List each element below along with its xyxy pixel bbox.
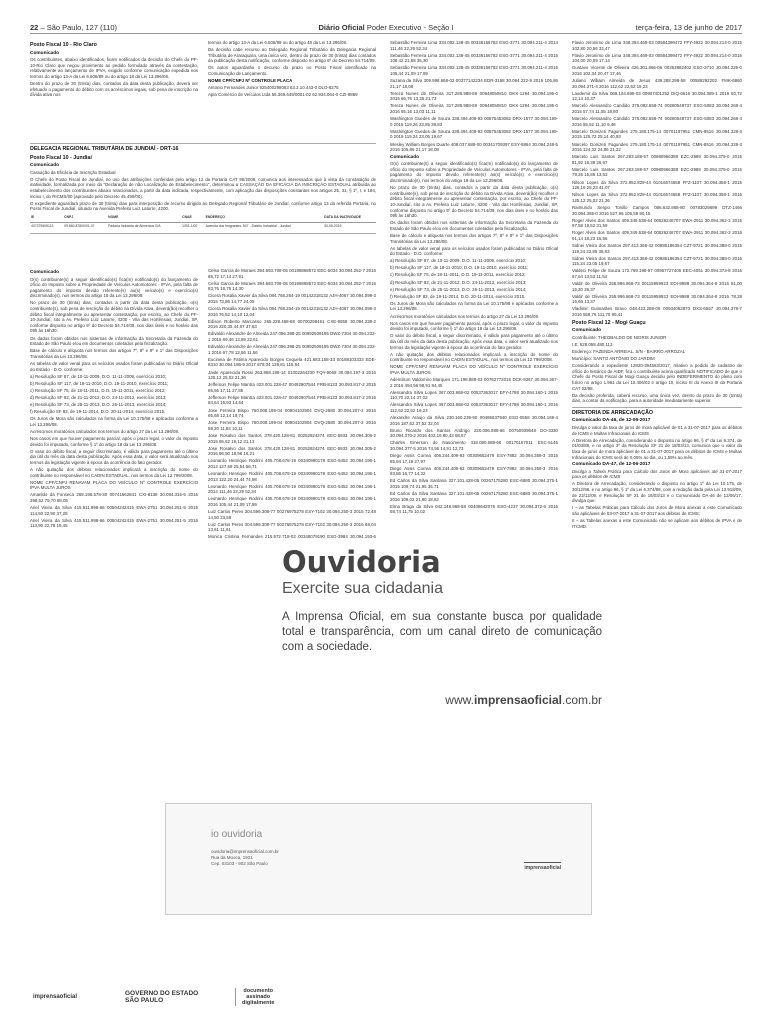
list-item: Celso Garcia de Moraes 394.693.708-05 00198868572 EEC-5034 30.094.252-7 2016 83,76 16,75 14,30 <box>208 280 376 292</box>
paragraph: Os contribuintes, abaixo identificados, ficam notificados da decisão do Chefe do PF-10-Rio Claro que negou provimento ao pedido formulado através da contestação, relativamente ao lançamento de IPVA, exigido conforme comunicação expedida nos termos do artigo 13-A da Lei 6.606/89 ou do artigo 18 da Lei 13.296/08. <box>30 57 198 79</box>
paragraph: Base de cálculo e alíquota nos termos dos artigos 7º, 8º e 9º e 1º das Disposições Transitórias da Lei 13.296/08. <box>30 348 198 359</box>
paragraph: NOME CPF/CNPJ RENAVAM PLACA DO VEÍCULO Nº CONTROLE EXERCÍCIO IPVA MULTA JUROS <box>390 364 558 375</box>
paragraph: As tabelas de valor venal para os veículos usados foram publicadas no Diário Oficial do Estado - D.O. conforme: <box>390 245 558 257</box>
paragraph: Os Juros de Mora são calculados na forma da Lei 10.175/98 e aplicados conforme a Lei 13.296/08. <box>30 416 198 427</box>
section-subheading: Comunicado <box>30 270 60 275</box>
section-heading: DIRETORIA DE ARRECADAÇÃO <box>572 409 654 416</box>
paragraph: O valor do débito fiscal, a seguir discriminado, é válido para pagamento até o último dia útil do mês da data desta publicação. Após essa data, o valor será atualizado nos termos da legislação vigente à época da ocorrência do fato gerador. <box>30 448 198 465</box>
paragraph: Os autos aguardarão o decurso do prazo no Posto Fiscal identificado na Comunicação de Lançamento. <box>208 65 376 76</box>
table-cell: 09.660.878/0001-07 <box>64 223 95 228</box>
header-rule <box>30 33 742 34</box>
paragraph: Acréscimos moratórios calculados nos termos do artigo 27 da Lei 13.296/08. <box>390 313 540 319</box>
ad-subtitle: Exercite sua cidadania <box>282 580 443 597</box>
column-4 <box>572 40 742 540</box>
list-item: Edivaldo Alexandre de Almeida 247.096.398-25 00992509195 DWZ-7304 30.094.232-1 2016 67,78 13,56 11,56 <box>208 344 376 355</box>
gov-line-2: SÃO PAULO <box>125 997 164 1004</box>
table-header: IE <box>30 214 63 222</box>
section-heading: Posto Fiscal 10 - Rio Claro <box>30 42 97 48</box>
list-item: Luiz Carlos Peres 304.599.308-77 00276975278 ESY-7102 30.094.250-3 2015 72,48 14,50 23,58 <box>208 509 376 520</box>
paragraph: Da decisão cabe recurso ao Delegado Regional Tributário da Delegacia Regional Tributária de Araraquara, uma única vez, dentro do prazo de 30 (trinta) dias contados da publicação desta notificação, conforme disposto no artigo 6º do Decreto 54.714/09. <box>208 47 376 64</box>
list-item: Leonardo Henrique Rodrini 405.708.678-19 00340990178 ESG-5452 30.094.196-1 2013 122,20 24,44 74,98 <box>208 471 376 482</box>
table-header: CNPJ <box>63 214 107 222</box>
paragraph: Apia Comércio de Veículos Ltda 56.369.649/0001-02 62.934.064-0 CZI-8869 <box>208 92 358 98</box>
page-header <box>30 23 742 33</box>
table-header: ENDEREÇO <box>205 214 323 222</box>
paragraph: No prazo de 30 (trinta) dias, contados a partir da data desta publicação, o(s) contribuinte(s), sob pena de inscrição do débito na Dívida Ativa, deverá(ão) recolher o débito fiscal integralmente ou apresentar contestação, por escrito, ao Chefe do PF-10-Jundiaí, sito a Av. Prefeito Luiz Latorre, 4200 - Vila das Hortênsias, Jundiaí, SP, conforme disposto no artigo 5º do Decreto 54.714/09, nos dias úteis e no horário das 09h às 16h30. <box>30 300 198 334</box>
list-item: Valdeci Felipe de Souza 172.769.198-97 00967727405 EEC-4051 30.094.373-8 2016 67,64 13,53 11,54 <box>572 268 742 279</box>
gov-line-1: GOVERNO DO ESTADO <box>125 990 199 997</box>
list-item: Flavio Jeronimo de Lima 348.394.469-03 00584399472 FFY-4922 30.094.214-0 2016 104,00 20,09 17,14 <box>572 52 742 64</box>
header-date: terça-feira, 13 de junho de 2017 <box>635 23 742 32</box>
documento-assinado-badge <box>235 988 274 1006</box>
table-row <box>30 222 376 230</box>
list-item: Flavio Jeronimo de Lima 348.394.469-03 00584399472 FFY-4922 30.094.214-0 2015 102,80 20,56 33,47 <box>572 40 742 51</box>
list-item: Roger Alves dos Santos 409.349.538-64 00526246707 EWA-2911 30.094.362-3 2015 97,58 19,52 31,59 <box>572 217 742 229</box>
paragraph: A não quitação dos débitos relacionados implicará a inscrição do nome do contribuinte no responsável no CADIN ESTADUAL, nos termos da Lei 12.799/2008. <box>390 351 558 363</box>
paragraph: Cassação da Eficácia de Inscrição Estadual <box>30 169 116 175</box>
list-item: Elma Braga da Silva 042.148.968-58 00408642076 ESG-4237 30.094.372-6 2016 58,74 11,75 10,02 <box>390 503 558 515</box>
paragraph: A não quitação dos débitos relacionados implicará a inscrição do nome do contribuinte no responsável no CADIN ESTADUAL, nos termos da Lei 12.799/2008. <box>30 466 198 478</box>
ouvidoria-card <box>165 803 592 915</box>
list-item: Jaide Aparecida Rossi 263.868.188-14 01002264230 FQY-9069 30.094.197-3 2016 125,12 25,02 21,36 <box>208 369 376 381</box>
list-item: Celso Garcia de Moraes 394.693.708-05 00198868572 EEC-5034 30.094.252-7 2015 85,72 17,14 27,91 <box>208 268 376 279</box>
divider <box>30 233 376 234</box>
table-cell: 30-05-2016 <box>324 223 342 228</box>
table-header: CNAE <box>181 214 205 222</box>
column-3 <box>390 40 558 540</box>
section-subheading: Comunicado DA-46, de 12-06-2017 <box>572 418 651 424</box>
imprensa-oficial-logo: imprensaoficial <box>33 994 78 1000</box>
column-1-lower <box>30 268 198 540</box>
list-item: Leonardo Henrique Rodrini 405.708.678-19 00340990178 ESG-5452 30.094.196-1 2016 105,44 21,09 17,99 <box>208 496 376 507</box>
paragraph: O expediente aguardará prazo de 30 (trinta) dias para interposição de recurso dirigido ao Delegado Regional Tributário de Jundiaí, conforme artigo 13 da referida Portaria, no Posto Fiscal de Jundiaí, situado na Avenida Prefeito Luiz Latorre, 4200. <box>30 200 376 212</box>
paragraph: Da decisão proferida, caberá recurso, uma única vez, dentro do prazo de 30 (trinta) dias, a contar da notificação, para a autoridade imediatamente superior. <box>572 392 742 404</box>
card-street: Rua da Mooca, 1921 <box>211 855 253 860</box>
journal-name: Diário Oficial <box>318 23 365 32</box>
list-item: Cicera Rosalia Xavier da Silva 084.768.264-19 00142318132 AJH-4067 30.094.099-3 2016 76,52 14,10 12,04 <box>208 306 376 317</box>
list-item: b) Resolução SF 117, de 18-11-2010, D.O. 19-11-2010, exercício 2011; <box>390 265 529 271</box>
list-item: Marcelo Donizeti Fagundes 275.180.175-14 00701197951 CMN-8516 30.094.328-3 2015 125,72 25,14 40,93 <box>572 128 742 140</box>
paragraph: Endereço: FAZENDA ARREIAL, S/N - BAIRRO ARROZAL <box>572 349 686 354</box>
section-subheading: Comunicado <box>30 50 60 56</box>
list-item: d) Resolução SF 82, de 21-11-2012, D.O. 24-11-2012, exercício 2013; <box>390 279 527 285</box>
list-item: Jose Rosalvo dos Santos 378.420.128-81 00252924274 EEC-5933 30.094.305-2 2016 96,90 18,98 16,21 <box>208 445 376 457</box>
list-item: c) Resolução SF 75, de 18-11-2011, D.O. 19-11-2011, exercício 2012; <box>390 272 526 278</box>
imprensa-logo: imprensaoficial <box>524 862 561 871</box>
list-item: Laudemir da Silva 068.164.699-03 00907401252 DIQ-6616 30.094.389-1 2016 60,72 12,14 10,37 <box>572 90 742 102</box>
list-item: Bruno Ricardo dos Santos Andrigo 220.096.988-66 00750939648 DO-3330 30.094.370-2 2016 402,16 80,43 68,67 <box>390 427 558 439</box>
paragraph: I – as Tabelas Práticas para Cálculo dos Juros de Mora anexas a este Comunicado são aplicáveis de 03-07-2017 a 31-07-2017 aos débitos de ICMS; <box>572 505 742 516</box>
table-cell: 407379505113 <box>31 223 54 228</box>
list-item: Jefferson Felipe Mantra 423.001.228-47 00492907544 FRB-8133 30.093.817-2 2016 84,64 16,93 14,64 <box>208 394 376 406</box>
url-prefix: www. <box>445 693 474 707</box>
list-item: Charles Emerson do Nascimento 418.080.688-66 00170167011 ESC-5146 30.094.377-5 2016 74,56 14,91 12,73 <box>390 440 558 451</box>
ad-title: Ouvidoria <box>282 545 441 579</box>
list-item: Washington Guedes de Souza 338.494.408-93 00875453082 DRX-1577 30.094.199-0 2015 119,26 23,85 38,83 <box>390 116 558 127</box>
doc-line-3: digitalmente <box>242 1000 275 1006</box>
table-cell: 1091-1/02 <box>182 223 198 228</box>
list-item: e) Resolução SF 73, de 25-11-2013, D.O. 26-11-2013, exercício 2014; <box>390 286 527 292</box>
paragraph: Considerando o expediente 12820-394563/2017, relativo a pedido de cadastro de ofício do histórico de AIDF, fica o contribuinte acima qualificado NOTIFICADO de que o Chefe do Posto Fiscal de Mogi Guaçu decidiu pelo INDEFERIMENTO do pleito com fulcro no artigo 1.961 da Lei 10.406/02 e artigo 10, inciso III do Anexo III da Portaria CAT 02/98. <box>572 363 742 391</box>
drt-section <box>30 140 376 270</box>
list-item: Valdir de Oliveira 255.996.868-73 00115959923 EOI-9988 30.094.364-8 2016 78,28 15,66 13,37 <box>572 293 742 305</box>
list-item: f) Resolução SF 83, de 19-11-2014, D.O. 20-11-2014, exercício 2015. <box>390 293 526 299</box>
paragraph: Nos casos em que houver pagamento parcial, após o prazo legal, o valor do imposto devido foi imputado, conforme § 1º do artigo 18 da Lei 13.296/08. <box>390 320 558 332</box>
list-item: Juliano William Almeida de Jesus 439.288.298-58 00589292202 FMK-6860 30.094.371-4 2016 112,62 22,52 19,23 <box>572 78 742 89</box>
list-item: Washington Guedes de Souza 338.494.408-93 00875453082 DRX-1577 30.094.199-0 2016 115,24 23,05 19,67 <box>390 128 558 140</box>
list-item: Marcelo Luis Santos 267.283.188-57 00980966388 EZC-2989 30.094.379-0 2015 81,92 16,38 26,67 <box>572 154 742 165</box>
list-item: Marcelo Alessandro Candido 375.082.658-74 00280548737 ESG-5083 30.094.268-4 2015 57,74 11,55 18,80 <box>572 103 742 115</box>
ouvidoria-ad <box>162 545 602 745</box>
governo-sp-logo <box>125 990 198 1004</box>
list-item: Ed Carlos da Silva Santana 327.101.428-05 00267175280 ESC-6880 30.094.375-1 2016 109,02 21,80 18,62 <box>390 491 558 502</box>
city-edition: – São Paulo, 127 (110) <box>40 23 118 32</box>
paragraph: Acréscimos moratórios calculados nos termos do artigo 27 da Lei 13.296/08. <box>30 428 180 434</box>
paragraph: O(s) contribuinte(s) a seguir identificado(s) fica(m) notificado(s) do lançamento de ofício do Imposto sobre a Propriedade de Veículos Automotores - IPVA, pela falta de pagamento do imposto devido referente(s) ao(s) veículo(s) e exercício(s) discriminado(s), nos termos do artigo 18 da Lei 13.296/08. <box>30 276 198 299</box>
paragraph: NOME CPF/CNPJ RENAVAM PLACA DO VEÍCULO Nº CONTROLE EXERCÍCIO IPVA MULTA JUROS <box>30 479 198 491</box>
list-item: Jose Rosalvo dos Santos 378.420.128-81 00252924274 EEC-5933 30.094.305-2 2015 95,62 19,12 31,13 <box>208 432 376 444</box>
paragraph: O Chefe do Posto Fiscal de Jundiaí, no uso das atribuições conferidas pelo artigo 12 da Portaria CAT 95/2006, comunica aos interessados que à vista da constatação de inatividade, formalizada por meio da "Declaração de não Localização de Estabelecimento", determinou a CASSAÇÃO DA EFICÁCIA DA INSCRIÇÃO ESTADUAL atribuída ao estabelecimento dos contribuintes abaixo relacionados, a partir da data indicada, respectivamente, com aplicação das disposições constantes nos artigos 25, 31, § 1º, I, e 184, inciso I, do RICMS/00 (aprovado pelo Decreto 45.490/00). <box>30 176 376 199</box>
paragraph: I.E: 628.058.480.113 <box>572 341 613 347</box>
list-item: Sidnei Vieira dos Santos 297.413.368-42 00885186354 CZT-9721 30.094.388-0 2015 119,24 23,85 38,83 <box>572 243 742 254</box>
list-item: Tereza Nunes de Oliveira 317.285.988-69 00948050810 DKX-1294 30.094.195-0 2016 65,16 13,03 11,11 <box>390 103 558 115</box>
list-item: Diego Assis Correa 406.244.409-93 00309652479 ESY-7882 30.094.359-3 2015 85,94 17,19 27,97 <box>390 453 558 464</box>
section-subheading: Comunicado DA-47, de 12-06-2017 <box>572 462 651 468</box>
section-heading: Posto Fiscal 12 - Mogi Guaçu <box>572 319 646 326</box>
paragraph: Divulga a Tabela Prática para Cálculo dos Juros de Mora aplicáveis até 31-07-2017 para os débitos de ICMS <box>572 468 742 480</box>
list-item: Leonardo Henrique Rodrini 405.708.678-19 00340990178 ESG-5452 30.094.196-1 2012 127,68 25,54 56,71 <box>208 458 376 469</box>
page-footer <box>30 985 742 1015</box>
page-number: 22 <box>30 23 39 32</box>
list-item: Jefferson Felipe Mantra 423.001.228-47 00492907544 FRB-8133 30.093.817-2 2015 85,56 17,11 27,85 <box>208 382 376 393</box>
list-item: Cicera Rosalia Xavier da Silva 084.768.264-19 00142318132 AJH-4067 30.094.099-3 2015 73,86 14,77 24,05 <box>208 293 376 304</box>
list-item: Ed Carlos da Silva Santana 327.101.428-05 00267175280 ESC-6880 30.094.375-1 2015 109,74 21,95 35,71 <box>390 478 558 490</box>
list-item: Jose Ferreira Bispo 760.008.199-04 00904102904 DVQ-2580 30.094.207-2 2016 59,20 11,84 10,11 <box>208 420 376 431</box>
table-header: DATA DA INATIVIDADE <box>323 214 376 222</box>
paragraph: Antonio Fernandes Junior 925400298063 63.2.10.443-0 DLO-8275 <box>208 85 339 91</box>
list-item: Leonardo Henrique Rodrini 405.708.678-19 00340990178 ESG-5452 30.094.196-1 2014 111,46 22,29 52,34 <box>208 483 376 495</box>
card-cep: Cep. 03103 - 902 São Paulo <box>211 861 268 866</box>
list-item: Eucineia de Fatima Aparecido Borges Cequela 421.683.158-33 00188103333 EDE-8310 30.094.186-9 2017 679,04 135,81 115,94 <box>208 356 376 368</box>
list-item: Nilson Lopes da Silva 372.952.829-44 01016574658 FFZ-1107 30.094.358-1 2016 125,12 25,02 21,36 <box>572 192 742 203</box>
list-item: Nilson Lopes da Silva 372.952.829-44 01016574658 FFZ-1107 30.094.358-1 2015 126,16 25,23 41,07 <box>572 179 742 191</box>
list-item: Sebastião Ferreira Lima 334.002.138-45 00336156782 ESG-3771 30.094.211-4 2014 111,46 22,29 52,34 <box>390 40 558 51</box>
section-heading: DELEGACIA REGIONAL TRIBUTÁRIA DE JUNDIAÍ - DRT-16 <box>30 146 179 152</box>
table-header-row <box>30 214 376 222</box>
paragraph: NOME CPF/CNPJ Nº CONTROLE PLACA <box>208 78 293 84</box>
list-item: Diego Assis Correa 406.244.409-93 00309652479 ESY-7882 30.094.359-3 2016 83,86 16,77 14,32 <box>390 465 558 477</box>
list-item: Vladimir Guimarães Bravo 048.422.288-06 00934062870 DXS-6557 30.094.378-7 2016 558,76 111,75 95,41 <box>572 306 742 318</box>
journal-section: Poder Executivo - Seção I <box>366 23 454 32</box>
list-item: Wesley William Borges Duarte 408.037.688-00 00341709397 ESY-8864 30.094.248-5 2016 105,86 21,17 18,08 <box>390 141 558 153</box>
section-subheading: Comunicado <box>390 154 420 160</box>
list-item: b) Resolução SF 117, de 18-11-2010, D.O. 19-11-2010, exercício 2011; <box>30 380 169 386</box>
list-item: Marcelo Alessandro Candido 375.082.658-74 00280548737 ESG-5083 30.094.268-4 2016 55,52 11,10 9,48 <box>572 116 742 127</box>
paragraph: Município: SANTO ANTÔNIO DO JARDIM <box>572 356 655 362</box>
logo-name: ouvidoria <box>221 829 263 840</box>
section-heading: Posto Fiscal 10 - Jundiaí <box>30 154 92 161</box>
paragraph: A Diretora de Arrecadação, considerando o disposto no artigo 96, § 4º da Lei 6.374, de 01/03/89, e no artigo 3º da Resolução SF 21 de 18/03/13, comunica que o valor da taxa de juros de mora aplicável de 01 a 31-07-2017 para os débitos de ICMS e Multas Infracionais do ICMS será de 0,05% ao dia, ou 1,55% ao mês. <box>572 437 742 460</box>
list-item: Tereza Nunes de Oliveira 317.285.988-69 00948050810 DKX-1294 30.094.195-0 2015 66,76 13,35 21,73 <box>390 90 558 102</box>
paragraph: Dentro do prazo de 30 (trinta) dias, contados da data desta publicação, deverá ser efetuado o pagamento do débito com os acréscimos legais, sob pena de inscrição na dívida ativa nos <box>30 81 198 98</box>
list-item: Sebastião Ferreira Lima 334.002.138-45 00336156782 ESG-3771 30.094.211-4 2016 105,44 21,09 17,99 <box>390 65 558 76</box>
list-item: Alexandre Araujo da Silva 230.160.239-90 00486637940 ESG-0556 30.094.169-4 2016 187,62 37,52 32,04 <box>390 415 558 426</box>
list-item: Sidnei Vieira dos Santos 297.413.368-42 00885186354 CZT-9721 30.094.388-0 2016 115,24 23,05 19,67 <box>572 255 742 267</box>
paragraph: O valor do débito fiscal, a seguir discriminado, é válido para pagamento até o último dia útil do mês da data desta publicação. Após essa data, o valor será atualizado nos termos da legislação vigente à época da ocorrência do fato gerador. <box>390 333 558 350</box>
list-item: Edison Roberto Marcasso 265.228.468-88 00700298461 CXE-9558 30.094.238-2 2016 220,35 44,07 37,63 <box>208 318 376 330</box>
divider <box>30 143 376 144</box>
ad-body: A Imprensa Oficial, em sua constante busca por qualidade total e transparência, com um canal direto de comunicação com a sociedade. <box>282 611 602 653</box>
list-item: Monica Cristina Fernandes 215.972.718-02 00348079190 ESG-3984 30.094.193-6 <box>208 534 376 540</box>
paragraph: No prazo de 30 (trinta) dias, contados a partir da data desta publicação, o(s) contribuinte(s), sob pena de inscrição do débito na Dívida Ativa, deverá(ão) recolher o débito fiscal integralmente ou apresentar contestação, por escrito, ao Chefe do PF-10-Jundiaí, sito a Av. Prefeito Luiz Latorre, 4200 - Vila das Hortênsias, Jundiaí, SP, conforme disposto no artigo 5º do Decreto 54.714/09, nos dias úteis e no horário das 09h às 16h30. <box>390 185 558 219</box>
paragraph: O(s) contribuinte(s) a seguir identificado(s) fica(m) notificado(s) do lançamento de ofício do Imposto sobre a Propriedade de Veículos Automotores - IPVA, pela falta de pagamento do imposto devido referente(s) ao(s) veículo(s) e exercício(s) discriminado(s), nos termos do artigo 18 da Lei 13.296/08. <box>390 161 558 184</box>
table-cell: Avenida dos Imigrantes, 547 - Distrito Industrial - Jundiaí <box>205 223 291 228</box>
list-item: Edivaldo Alexandre de Almeida 247.096.398-25 00992509195 DWZ-7304 30.094.232-1 2015 69,46 13,89 22,61 <box>208 331 376 343</box>
paragraph: A Diretora de Arrecadação, considerando o disposto no artigo 1º da Lei 10.175, de 30/12/98, e no artigo 96, § 1º da Lei 6.374/89, com a redação dada pela Lei 13.918/09, de 22/12/09, e Resolução SF 21 de 18/03/13 e o Comunicado DA-46 de 12/06/17, divulga que: <box>572 481 742 504</box>
url-suffix: .com.br <box>561 693 602 707</box>
ouvidoria-logo <box>211 829 262 840</box>
doc-line-1: documento <box>243 988 274 994</box>
table-header: NOME <box>107 214 181 222</box>
list-item: Gustavo Vicente de Oliveira 426.301.866-06 00353882402 ESG-3710 30.094.226-0 2016 102,34 20,47 17,46 <box>572 65 742 76</box>
paragraph: termos do artigo 13-A da Lei 6.606/89 ou do artigo 48 da Lei 13.296/08. <box>208 40 348 45</box>
ad-url[interactable] <box>445 693 602 707</box>
paragraph: Divulga o valor da taxa de juros de mora aplicável de 01 a 31-07-2017 para os débitos de ICMS e Multas Infracionais do ICMS <box>572 425 742 436</box>
divider <box>572 407 742 408</box>
paragraph: II – as Tabelas anexas a este Comunicado não se aplicam aos débitos de IPVA e de ITCMD. <box>572 517 742 529</box>
list-item: Raimundo Sergio Tonillo Campos 086.632.868-80 00783029699 DTZ-1466 30.094.365-0 2016 527,96 105,59 90,15 <box>572 204 742 216</box>
list-item: Alessandra Silva Lopes 367.003.868-02 00537363017 EFY-4788 30.094.160-1 2016 112,62 22,52 19,23 <box>390 402 558 413</box>
list-item: Jose Ferreira Bispo 760.008.199-04 00904102904 DVQ-2580 30.094.207-2 2015 65,68 12,14 19,74 <box>208 407 376 419</box>
list-item: Suzana da Silva 309.998.668-02 00377142234 EDR-3158 30.094.222-9 2016 105,86 21,17 18,08 <box>390 78 558 89</box>
list-item: Ariel Vieira da Silva 415.511.998-66 00504242415 EWA-2751 30.094.251-5 2016 113,90 22,78 19,45 <box>30 517 198 529</box>
inscricao-table <box>30 214 376 230</box>
paragraph: Contribuinte: THEOBALDO DE NIGRIS JUNIOR <box>572 334 667 340</box>
list-item: Ariel Vieira da Silva 415.511.998-66 00504242415 EWA-2751 30.094.251-5 2015 114,50 22,90 37,28 <box>30 504 198 516</box>
card-email: ouvidoria@imprensaoficial.com.br <box>211 849 279 854</box>
paragraph: Base de cálculo e alíquota nos termos dos artigos 7º, 8º e 9º e 1º das Disposições Transitórias da Lei 13.296/08. <box>390 232 558 244</box>
section-subheading: Comunicado <box>30 163 60 169</box>
column-2-top <box>208 40 376 150</box>
list-item: f) Resolução SF 83, de 19-11-2014, D.O. 20-11-2014, exercício 2015. <box>30 409 166 415</box>
column-2-lower <box>208 268 376 540</box>
list-item: a) Resolução SF 87, de 10-11-2009, D.O. 11-11-2009, exercício 2010; <box>30 373 167 379</box>
paragraph: Os Juros de Mora são calculados na forma da Lei 10.175/98 e aplicados conforme a Lei 13.296/08. <box>390 300 558 312</box>
list-item: Amarildo da Fonseca 269.196.578-30 00741662841 CXI-8138 30.094.315-5 2016 398,52 79,70 68,05 <box>30 492 198 503</box>
list-item: a) Resolução SF 87, de 10-11-2009, D.O. 11-11-2009, exercício 2010; <box>390 258 527 264</box>
logo-io: io <box>211 829 219 840</box>
list-item: Sebastião Ferreira Lima 334.002.138-45 00336156782 ESG-3771 30.094.211-4 2015 108,42 21,68 35,30 <box>390 52 558 64</box>
list-item: Marcelo Donizeti Fagundes 275.180.175-14 00701197951 CMN-8516 30.094.328-3 2016 124,32 24,86 21,22 <box>572 141 742 153</box>
list-item: Valdir de Oliveira 255.996.868-73 00115959923 EOI-9988 30.094.364-8 2015 81,00 16,20 26,37 <box>572 281 742 292</box>
list-item: Roger Alves dos Santos 409.349.538-64 00526246707 EWA-2911 30.094.362-3 2016 91,14 18,23 15,56 <box>572 230 742 241</box>
list-item: d) Resolução SF 82, de 21-11-2012, D.O. 24-11-2012, exercício 2013; <box>30 394 167 400</box>
paragraph: Os dados foram obtidos nos sistemas de informação da Secretaria da Fazenda do Estado de São Paulo e/ou em documentos coletados pela fiscalização. <box>30 335 198 347</box>
paragraph: Nos casos em que houver pagamento parcial, após o prazo legal, o valor do imposto devido foi imputado, conforme § 1º do artigo 18 da Lei 13.296/08. <box>30 435 198 447</box>
list-item: Ademilson Valdomiro Marques 171.198.888-03 00762772018 DCK-9367 30.094.367-2 2016 494,56 98,91 84,45 <box>390 376 558 388</box>
list-item: Luiz Carlos Peres 304.599.308-77 00276975278 ESY-7102 30.094.250-3 2016 68,04 13,61 11,61 <box>208 521 376 533</box>
paragraph: As tabelas de valor venal para os veículos usados foram publicadas no Diário Oficial do Estado - D.O. conforme: <box>30 360 198 372</box>
list-item: e) Resolução SF 73, de 25-11-2013, D.O. 26-11-2013, exercício 2014; <box>30 401 167 407</box>
url-domain: imprensaoficial <box>473 693 562 707</box>
paragraph: Os dados foram obtidos nos sistemas de informação da Secretaria da Fazenda do Estado de São Paulo e/ou em documentos coletados pela fiscalização. <box>390 220 558 231</box>
list-item: c) Resolução SF 75, de 18-11-2011, D.O. 19-11-2011, exercício 2012; <box>30 387 166 393</box>
table-cell: Padaria Industria de Alimentos S/A <box>108 223 161 228</box>
section-subheading: Comunicado <box>572 328 602 334</box>
list-item: Alessandra Silva Lopes 367.003.868-02 00537363017 EFY-4788 30.094.160-1 2015 110,70 22,14 37,02 <box>390 389 558 401</box>
card-address <box>211 849 279 867</box>
doc-line-2: assinado <box>246 994 271 1000</box>
list-item: Marcelo Luis Santos 267.283.188-57 00980966388 EZC-2989 30.094.379-0 2016 79,26 15,85 13,53 <box>572 166 742 178</box>
